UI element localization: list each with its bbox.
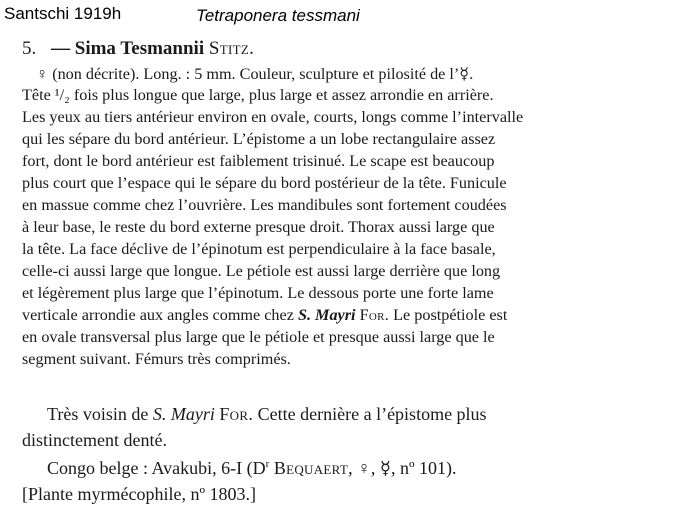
header-author-year: Santschi 1919h — [4, 4, 122, 23]
body-line-10: celle-ci aussi large que longue. Le pétiole est aussi large derrière que long — [22, 262, 501, 280]
line12-species: S. Mayri — [297, 306, 356, 324]
body-line-12 — [22, 306, 507, 325]
line12-author: For. — [359, 306, 390, 324]
locality-text-a: Congo belge : Avakubi, 6-I (D — [47, 458, 266, 478]
heading-species-name: Sima Tesmannii — [74, 38, 205, 59]
body-line-7: en massue comme chez l’ouvrière. Les mandibules sont fortement coudées — [22, 196, 507, 214]
heading-number: 5. — [22, 38, 37, 59]
body-line-2: Tête ¹/₂ fois plus longue que large, plus large et assez arrondie en arrière. — [22, 86, 494, 104]
locality-line-1 — [47, 458, 457, 479]
locality-text-b: ♀, ☿, nº 101). — [357, 458, 457, 478]
body-line-11: et légèrement plus large que l’épinotum. Le dessous porte une forte lame — [22, 284, 494, 302]
line12-text-a: verticale arrondie aux angles comme chez — [22, 306, 294, 324]
body-line-4: qui les sépare du bord antérieur. L’épistome a un lobe rectangulaire assez — [22, 130, 496, 148]
body-line-5: fort, dont le bord antérieur est faiblement trisinué. Le scape est beaucoup — [22, 152, 495, 170]
note-line-2: distinctement denté. — [22, 430, 167, 450]
locality-line-2: [Plante myrmécophile, nº 1803.] — [22, 484, 257, 504]
body-line-13: en ovale transversal plus large que le pétiole et presque aussi large que le — [22, 328, 495, 346]
heading-dash: — — [51, 38, 70, 59]
heading-author: Stitz. — [208, 38, 255, 59]
body-line-14: segment suivant. Fémurs très comprimés. — [22, 350, 291, 368]
locality-dr-superscript: r — [265, 458, 270, 470]
line12-text-b: Le postpétiole est — [393, 306, 508, 324]
body-line-9: la tête. La face déclive de l’épinotum est perpendiculaire à la face basale, — [22, 240, 496, 258]
header-taxon: Tetraponera tessmani — [196, 6, 360, 25]
note-author: For. — [219, 404, 254, 424]
locality-collector: Bequaert, — [273, 458, 353, 478]
body-line-1: ♀ (non décrite). Long. : 5 mm. Couleur, sculpture et pilosité de l’☿. — [36, 65, 474, 83]
body-line-6: plus court que l’espace qui le sépare du bord postérieur de la tête. Funicule — [22, 174, 507, 192]
note-line-1 — [47, 404, 487, 425]
body-line-3: Les yeux au tiers antérieur environ en ovale, courts, longs comme l’intervalle — [22, 108, 524, 126]
note-text-a: Très voisin de — [47, 404, 149, 424]
note-species: S. Mayri — [152, 404, 215, 424]
note-text-b: Cette dernière a l’épistome plus — [257, 404, 487, 424]
species-heading — [22, 38, 254, 60]
body-line-8: à leur base, le reste du bord externe presque droit. Thorax aussi large que — [22, 218, 495, 236]
